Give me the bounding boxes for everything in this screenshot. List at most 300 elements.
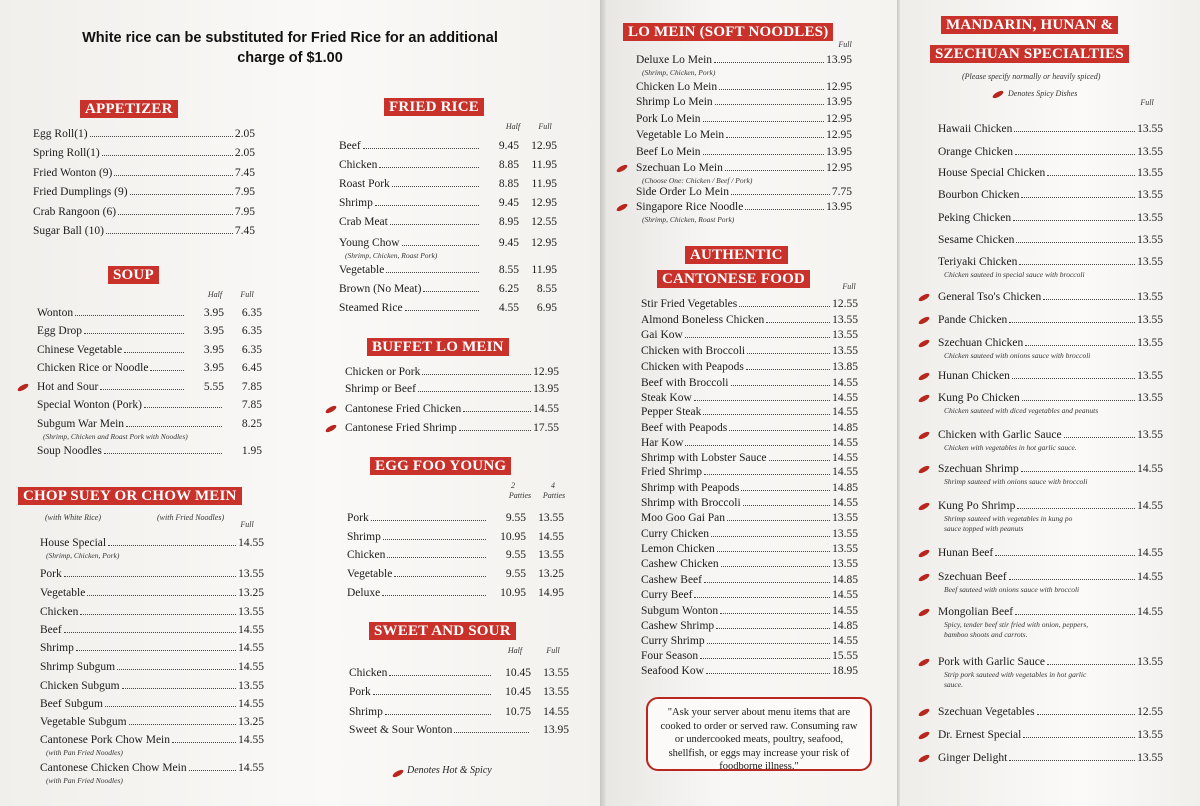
item-price: 13.25 bbox=[238, 587, 264, 599]
leader-dots bbox=[704, 582, 830, 583]
chop-suey-item bbox=[40, 661, 264, 676]
item-name: Cantonese Fried Shrimp bbox=[345, 422, 457, 434]
item-name: Pande Chicken bbox=[938, 314, 1008, 326]
item-price: 14.55 bbox=[832, 605, 858, 617]
item-name: Shrimp with Lobster Sauce bbox=[641, 452, 767, 464]
item-price: 18.95 bbox=[832, 665, 858, 677]
mandarin-item bbox=[938, 429, 1163, 444]
item-price: 13.55 bbox=[238, 606, 264, 618]
item-price-half: 8.85 bbox=[498, 159, 519, 171]
item-price: 14.55 bbox=[238, 698, 264, 710]
item-price: 14.55 bbox=[238, 537, 264, 549]
leader-dots bbox=[130, 194, 233, 195]
lo-mein-item bbox=[636, 146, 852, 161]
cantonese-item bbox=[641, 345, 858, 360]
sweet-sour-item bbox=[349, 706, 569, 721]
item-price: 13.55 bbox=[238, 568, 264, 580]
rice-substitution-note bbox=[20, 28, 560, 68]
item-price: 13.55 bbox=[1137, 729, 1163, 741]
item-name: Vegetable bbox=[40, 587, 86, 599]
item-name: Shrimp bbox=[40, 642, 74, 654]
item-price-full: 12.95 bbox=[531, 197, 557, 209]
soup-item bbox=[37, 418, 262, 433]
item-description: (Shrimp, Chicken, Roast Pork) bbox=[642, 215, 735, 224]
soup-item bbox=[37, 362, 262, 377]
item-price: 14.55 bbox=[238, 762, 264, 774]
efy-patties-header: Patties bbox=[508, 491, 532, 500]
leader-dots bbox=[1014, 131, 1135, 132]
soup-item bbox=[37, 307, 262, 322]
item-price: 14.55 bbox=[832, 406, 858, 418]
item-description: (Shrimp, Chicken, Roast Pork) bbox=[345, 251, 438, 260]
item-name: General Tso's Chicken bbox=[938, 291, 1042, 303]
leader-dots bbox=[463, 411, 531, 412]
chop-suey-item bbox=[40, 642, 264, 657]
item-price: 14.55 bbox=[533, 403, 559, 415]
item-name: Dr. Ernest Special bbox=[938, 729, 1022, 741]
item-description: Chicken sauteed with onions sauce with broccoli bbox=[944, 351, 1091, 360]
buffet-lo-mein-item bbox=[345, 422, 559, 437]
item-name: Chicken Rice or Noodle bbox=[37, 362, 149, 374]
item-description: (Shrimp, Chicken, Pork) bbox=[642, 68, 716, 77]
leader-dots bbox=[87, 595, 236, 596]
egg-foo-young-item bbox=[347, 587, 564, 602]
cantonese-item bbox=[641, 605, 858, 620]
item-name: Beef bbox=[339, 140, 361, 152]
item-price: 2.05 bbox=[234, 147, 255, 159]
item-price: 13.55 bbox=[1137, 752, 1163, 764]
chop-suey-item bbox=[40, 568, 264, 583]
leader-dots bbox=[459, 430, 531, 431]
leader-dots bbox=[90, 136, 233, 137]
item-price-four: 13.25 bbox=[538, 568, 564, 580]
item-price: 13.55 bbox=[1137, 123, 1163, 135]
leader-dots bbox=[745, 209, 824, 210]
leader-dots bbox=[118, 214, 233, 215]
mandarin-item bbox=[938, 706, 1163, 721]
mandarin-item bbox=[938, 189, 1163, 204]
item-name: Moo Goo Gai Pan bbox=[641, 512, 726, 524]
spicy-dishes-legend: Denotes Spicy Dishes bbox=[1008, 89, 1078, 98]
mandarin-subtitle: (Please specify normally or heavily spiced) bbox=[962, 72, 1101, 81]
cantonese-item bbox=[641, 392, 858, 407]
item-name: Pepper Steak bbox=[641, 406, 702, 418]
leader-dots bbox=[720, 613, 830, 614]
item-name: Pork bbox=[347, 512, 369, 524]
mandarin-item bbox=[938, 500, 1163, 515]
item-price: 14.55 bbox=[238, 642, 264, 654]
leader-dots bbox=[150, 370, 184, 371]
item-name: Pork with Garlic Sauce bbox=[938, 656, 1045, 668]
item-price-full: 1.95 bbox=[241, 445, 262, 457]
leader-dots bbox=[685, 337, 830, 338]
item-description: sauce. bbox=[944, 680, 963, 689]
item-price-full: 11.95 bbox=[531, 178, 557, 190]
item-price: 13.55 bbox=[832, 543, 858, 555]
item-name: Peking Chicken bbox=[938, 212, 1012, 224]
item-name: Chicken bbox=[339, 159, 378, 171]
leader-dots bbox=[1017, 508, 1135, 509]
item-name: Pork Lo Mein bbox=[636, 113, 701, 125]
leader-dots bbox=[1013, 220, 1135, 221]
leader-dots bbox=[731, 194, 830, 195]
fried-rice-item bbox=[339, 283, 557, 298]
sweet-sour-item bbox=[349, 724, 569, 739]
item-name: Mongolian Beef bbox=[938, 606, 1014, 618]
item-name: Cashew Shrimp bbox=[641, 620, 715, 632]
item-name: Szechuan Lo Mein bbox=[636, 162, 723, 174]
leader-dots bbox=[717, 551, 830, 552]
appetizer-item bbox=[33, 167, 255, 182]
item-name: Hunan Beef bbox=[938, 547, 994, 559]
item-price: 7.45 bbox=[234, 225, 255, 237]
item-price: 13.85 bbox=[832, 361, 858, 373]
item-price: 7.45 bbox=[234, 167, 255, 179]
leader-dots bbox=[385, 714, 491, 715]
cantonese-item bbox=[641, 406, 858, 421]
item-price-four: 14.55 bbox=[538, 531, 564, 543]
fried-rice-item bbox=[339, 237, 557, 252]
leader-dots bbox=[117, 669, 236, 670]
cantonese-item bbox=[641, 574, 858, 589]
item-price-full: 8.25 bbox=[241, 418, 262, 430]
item-name: Sugar Ball (10) bbox=[33, 225, 104, 237]
soup-item bbox=[37, 344, 262, 359]
leader-dots bbox=[104, 453, 222, 454]
item-price: 14.85 bbox=[832, 482, 858, 494]
item-price-two: 9.55 bbox=[505, 512, 526, 524]
leader-dots bbox=[418, 391, 531, 392]
leader-dots bbox=[84, 333, 184, 334]
item-name: Deluxe bbox=[347, 587, 381, 599]
item-name: Vegetable bbox=[347, 568, 393, 580]
item-name: Almond Boneless Chicken bbox=[641, 314, 765, 326]
item-name: Shrimp bbox=[347, 531, 381, 543]
chop-suey-item bbox=[40, 624, 264, 639]
leader-dots bbox=[108, 545, 236, 546]
cantonese-item bbox=[641, 665, 858, 680]
item-price: 13.55 bbox=[1137, 314, 1163, 326]
item-price: 13.55 bbox=[832, 345, 858, 357]
item-price-full: 6.95 bbox=[536, 302, 557, 314]
mandarin-item bbox=[938, 752, 1163, 767]
item-price-full: 13.55 bbox=[543, 667, 569, 679]
item-price-half: 8.55 bbox=[498, 264, 519, 276]
chop-suey-item bbox=[40, 537, 264, 552]
cantonese-item bbox=[641, 528, 858, 543]
mandarin-item bbox=[938, 256, 1163, 271]
leader-dots bbox=[1043, 299, 1135, 300]
item-price-half: 3.95 bbox=[203, 344, 224, 356]
item-name: Chicken bbox=[349, 667, 388, 679]
lo-mein-item bbox=[636, 162, 852, 177]
mandarin-item bbox=[938, 314, 1163, 329]
mandarin-item bbox=[938, 571, 1163, 586]
leader-dots bbox=[144, 407, 222, 408]
mandarin-item bbox=[938, 337, 1163, 352]
item-price: 14.55 bbox=[832, 437, 858, 449]
leader-dots bbox=[1022, 400, 1135, 401]
cantonese-item bbox=[641, 361, 858, 376]
leader-dots bbox=[700, 658, 830, 659]
item-price: 14.55 bbox=[1137, 500, 1163, 512]
lo-mein-item bbox=[636, 201, 852, 216]
item-name: Singapore Rice Noodle bbox=[636, 201, 744, 213]
lo-mein-full-header: Full bbox=[838, 40, 852, 49]
item-name: Spring Roll(1) bbox=[33, 147, 100, 159]
lo-mein-item bbox=[636, 113, 852, 128]
item-price: 13.55 bbox=[1137, 256, 1163, 268]
item-name: Beef bbox=[40, 624, 62, 636]
chop-suey-item bbox=[40, 606, 264, 621]
item-price-half: 8.95 bbox=[498, 216, 519, 228]
leader-dots bbox=[726, 137, 824, 138]
leader-dots bbox=[714, 62, 824, 63]
leader-dots bbox=[715, 104, 824, 105]
leader-dots bbox=[1009, 760, 1135, 761]
leader-dots bbox=[129, 724, 237, 725]
item-name: Young Chow bbox=[339, 237, 400, 249]
appetizer-item bbox=[33, 225, 255, 240]
item-price: 12.55 bbox=[832, 298, 858, 310]
leader-dots bbox=[746, 369, 830, 370]
item-price-four: 14.95 bbox=[538, 587, 564, 599]
item-name: Seafood Kow bbox=[641, 665, 704, 677]
item-price-half: 3.95 bbox=[203, 307, 224, 319]
leader-dots bbox=[1023, 737, 1135, 738]
item-price-four: 13.55 bbox=[538, 512, 564, 524]
buffet-lo-mein-item bbox=[345, 366, 559, 381]
item-price: 13.55 bbox=[832, 528, 858, 540]
item-name: Kung Po Chicken bbox=[938, 392, 1020, 404]
item-price-full: 8.55 bbox=[536, 283, 557, 295]
item-name: Cashew Chicken bbox=[641, 558, 719, 570]
foodborne-illness-notice: "Ask your server about menu items that are cooked to order or served raw. Consuming raw or undercooked meats, poultry, seafood, shellfish, or eggs may increase your risk of foodborne illness." bbox=[646, 697, 872, 771]
item-price-full: 13.55 bbox=[543, 686, 569, 698]
item-name: Beef with Peapods bbox=[641, 422, 728, 434]
soup-full-header: Full bbox=[240, 290, 254, 299]
item-price-full: 11.95 bbox=[531, 159, 557, 171]
item-name: Wonton bbox=[37, 307, 74, 319]
item-price: 13.55 bbox=[1137, 337, 1163, 349]
appetizer-item bbox=[33, 206, 255, 221]
item-name: Cashew Beef bbox=[641, 574, 702, 586]
soup-header: SOUP bbox=[108, 266, 159, 284]
item-description: Shrimp sauteed with onions sauce with broccoli bbox=[944, 477, 1088, 486]
item-name: Kung Po Shrimp bbox=[938, 500, 1016, 512]
leader-dots bbox=[729, 430, 830, 431]
item-price: 13.95 bbox=[826, 146, 852, 158]
fried-rice-item bbox=[339, 140, 557, 155]
cantonese-item bbox=[641, 298, 858, 313]
item-price: 13.55 bbox=[1137, 429, 1163, 441]
item-name: House Special bbox=[40, 537, 107, 549]
item-name: Szechuan Vegetables bbox=[938, 706, 1035, 718]
item-description: Strip pork sauteed with vegetables in hot garlic bbox=[944, 670, 1087, 679]
cantonese-item bbox=[641, 437, 858, 452]
item-description: (Choose One: Chicken / Beef / Pork) bbox=[642, 176, 753, 185]
chop-suey-item bbox=[40, 587, 264, 602]
item-name: Stir Fried Vegetables bbox=[641, 298, 738, 310]
mandarin-item bbox=[938, 212, 1163, 227]
leader-dots bbox=[706, 673, 830, 674]
item-price: 14.55 bbox=[1137, 547, 1163, 559]
leader-dots bbox=[741, 490, 830, 491]
item-name: Cantonese Fried Chicken bbox=[345, 403, 462, 415]
leader-dots bbox=[389, 675, 491, 676]
item-price-full: 6.45 bbox=[241, 362, 262, 374]
cantonese-item bbox=[641, 329, 858, 344]
cantonese-header-line1: AUTHENTIC bbox=[685, 246, 788, 264]
fried-rice-header: FRIED RICE bbox=[384, 98, 484, 116]
item-name: Cantonese Chicken Chow Mein bbox=[40, 762, 187, 774]
buffet-lo-mein-header: BUFFET LO MEIN bbox=[367, 338, 509, 356]
appetizer-item bbox=[33, 128, 255, 143]
item-price: 7.95 bbox=[234, 206, 255, 218]
leader-dots bbox=[1025, 345, 1135, 346]
item-price: 15.55 bbox=[832, 650, 858, 662]
item-name: Cantonese Pork Chow Mein bbox=[40, 734, 171, 746]
item-price-half: 9.45 bbox=[498, 237, 519, 249]
item-price: 12.95 bbox=[533, 366, 559, 378]
sweet-sour-item bbox=[349, 667, 569, 682]
item-name: Pork bbox=[349, 686, 371, 698]
item-description: Chicken sauteed with diced vegetables and peanuts bbox=[944, 406, 1099, 415]
item-name: Chicken with Broccoli bbox=[641, 345, 746, 357]
leader-dots bbox=[1019, 264, 1135, 265]
leader-dots bbox=[382, 595, 486, 596]
item-name: Chicken Subgum bbox=[40, 680, 120, 692]
leader-dots bbox=[707, 643, 831, 644]
item-price-two: 10.95 bbox=[500, 587, 526, 599]
item-price-full: 7.85 bbox=[241, 399, 262, 411]
item-name: Fried Shrimp bbox=[641, 466, 703, 478]
item-name: Ginger Delight bbox=[938, 752, 1008, 764]
item-description: Spicy, tender beef stir fried with onion, peppers, bbox=[944, 620, 1089, 629]
item-price: 17.55 bbox=[533, 422, 559, 434]
leader-dots bbox=[105, 706, 236, 707]
leader-dots bbox=[747, 353, 830, 354]
item-name: Sweet & Sour Wonton bbox=[349, 724, 453, 736]
item-price-half: 3.95 bbox=[203, 362, 224, 374]
fried-rice-item bbox=[339, 216, 557, 231]
mandarin-item bbox=[938, 729, 1163, 744]
item-name: Chicken Lo Mein bbox=[636, 81, 718, 93]
cantonese-item bbox=[641, 650, 858, 665]
chop-full-header: Full bbox=[240, 520, 254, 529]
item-name: Chinese Vegetable bbox=[37, 344, 123, 356]
egg-foo-young-header: EGG FOO YOUNG bbox=[370, 457, 511, 475]
item-price-two: 9.55 bbox=[505, 568, 526, 580]
item-name: Chicken bbox=[347, 549, 386, 561]
leader-dots bbox=[995, 555, 1135, 556]
fried-rice-full-header: Full bbox=[538, 122, 552, 131]
item-price: 13.55 bbox=[832, 558, 858, 570]
item-description: (with Pan Fried Noodles) bbox=[46, 748, 123, 757]
item-name: Four Season bbox=[641, 650, 699, 662]
soup-item bbox=[37, 381, 262, 396]
leader-dots bbox=[124, 352, 184, 353]
item-name: Shrimp Subgum bbox=[40, 661, 116, 673]
item-price-half: 4.55 bbox=[498, 302, 519, 314]
item-name: Beef Subgum bbox=[40, 698, 103, 710]
appetizer-item bbox=[33, 147, 255, 162]
fried-rice-item bbox=[339, 178, 557, 193]
item-name: Chicken or Pork bbox=[345, 366, 421, 378]
item-name: Vegetable bbox=[339, 264, 385, 276]
soup-item bbox=[37, 399, 262, 414]
item-name: Fried Dumplings (9) bbox=[33, 186, 128, 198]
leader-dots bbox=[704, 474, 830, 475]
mandarin-item bbox=[938, 234, 1163, 249]
leader-dots bbox=[703, 414, 830, 415]
item-price: 7.75 bbox=[831, 186, 852, 198]
leader-dots bbox=[1047, 175, 1135, 176]
item-price: 7.95 bbox=[234, 186, 255, 198]
leader-dots bbox=[402, 245, 479, 246]
item-name: Roast Pork bbox=[339, 178, 390, 190]
item-price: 12.95 bbox=[826, 129, 852, 141]
mandarin-item bbox=[938, 392, 1163, 407]
cantonese-header-line2: CANTONESE FOOD bbox=[657, 270, 810, 288]
item-price: 13.55 bbox=[1137, 234, 1163, 246]
mandarin-item bbox=[938, 291, 1163, 306]
item-name: Shrimp or Beef bbox=[345, 383, 416, 395]
item-name: Brown (No Meat) bbox=[339, 283, 422, 295]
leader-dots bbox=[390, 224, 479, 225]
egg-foo-young-item bbox=[347, 549, 564, 564]
item-price-two: 9.55 bbox=[505, 549, 526, 561]
item-name: Hawaii Chicken bbox=[938, 123, 1013, 135]
leader-dots bbox=[454, 732, 529, 733]
item-name: Chicken with Garlic Sauce bbox=[938, 429, 1062, 441]
item-name: Szechuan Shrimp bbox=[938, 463, 1019, 475]
lo-mein-item bbox=[636, 81, 852, 96]
item-price-half: 10.45 bbox=[505, 686, 531, 698]
item-price: 14.55 bbox=[832, 452, 858, 464]
leader-dots bbox=[727, 520, 830, 521]
item-name: Special Wonton (Pork) bbox=[37, 399, 142, 411]
item-name: Lemon Chicken bbox=[641, 543, 715, 555]
leader-dots bbox=[1037, 714, 1136, 715]
item-name: Hot and Sour bbox=[37, 381, 99, 393]
cantonese-item bbox=[641, 314, 858, 329]
leader-dots bbox=[75, 315, 184, 316]
leader-dots bbox=[711, 536, 830, 537]
leader-dots bbox=[694, 597, 830, 598]
cantonese-item bbox=[641, 620, 858, 635]
item-name: Shrimp with Broccoli bbox=[641, 497, 741, 509]
cantonese-item bbox=[641, 589, 858, 604]
item-name: Crab Rangoon (6) bbox=[33, 206, 117, 218]
item-price-half: 6.25 bbox=[498, 283, 519, 295]
item-price: 13.95 bbox=[826, 201, 852, 213]
item-name: Orange Chicken bbox=[938, 146, 1014, 158]
item-price: 14.55 bbox=[1137, 571, 1163, 583]
buffet-lo-mein-item bbox=[345, 403, 559, 418]
item-price: 13.55 bbox=[832, 314, 858, 326]
chop-suey-item bbox=[40, 698, 264, 713]
leader-dots bbox=[703, 121, 825, 122]
item-name: Szechuan Beef bbox=[938, 571, 1007, 583]
item-name: Vegetable Subgum bbox=[40, 716, 127, 728]
item-price-full: 6.35 bbox=[241, 307, 262, 319]
item-name: Gai Kow bbox=[641, 329, 683, 341]
item-name: Egg Roll(1) bbox=[33, 128, 88, 140]
mandarin-header-line1: MANDARIN, HUNAN & bbox=[941, 16, 1118, 34]
leader-dots bbox=[100, 389, 184, 390]
item-name: Steamed Rice bbox=[339, 302, 403, 314]
